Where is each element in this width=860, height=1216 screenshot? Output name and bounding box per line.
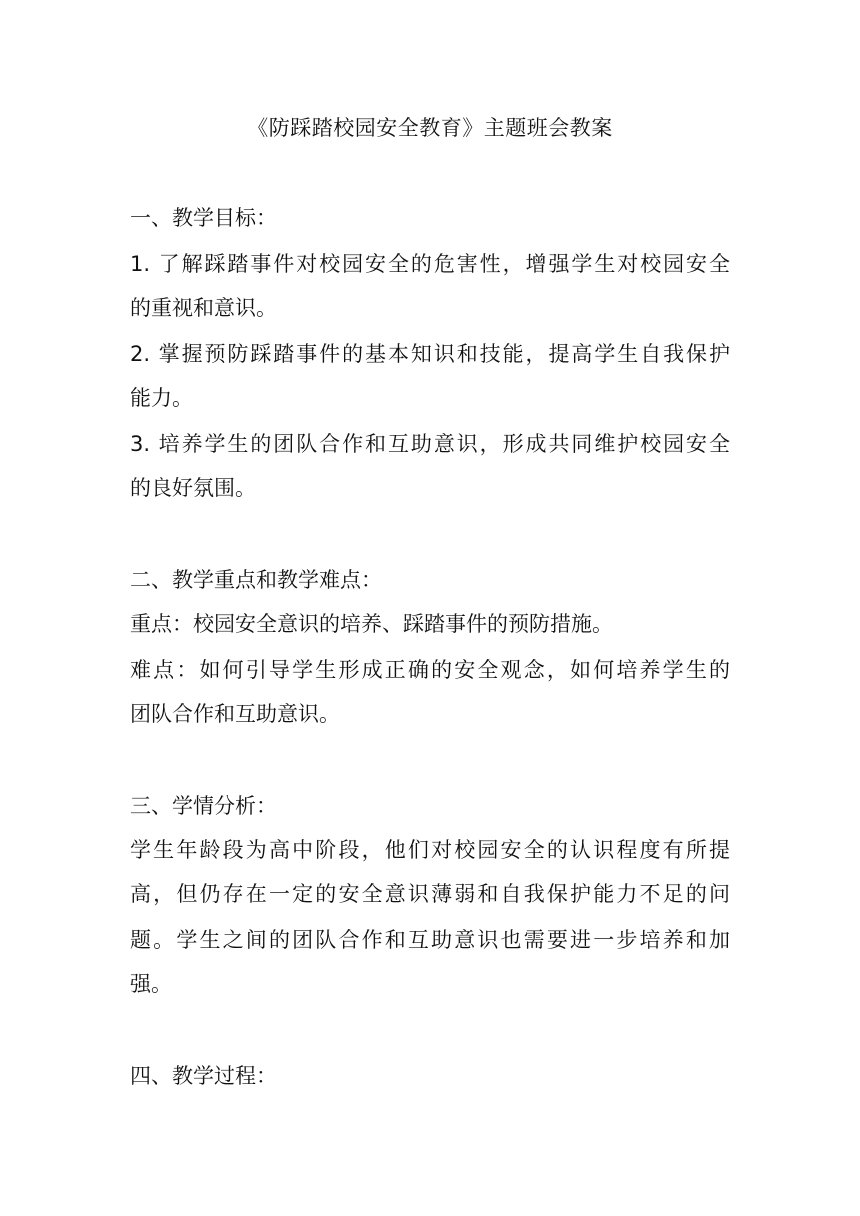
analysis-line-4: 强。 — [130, 972, 172, 996]
analysis-line-1: 学生年龄段为高中阶段，他们对校园安全的认识程度有所提 — [130, 838, 730, 862]
analysis-line-2: 高，但仍存在一定的安全意识薄弱和自我保护能力不足的问 — [130, 882, 730, 906]
section-heading-teaching-process: 四、教学过程： — [130, 1064, 277, 1088]
objective-2-line-2: 能力。 — [130, 386, 193, 410]
section-heading-key-points: 二、教学重点和教学难点： — [130, 568, 382, 592]
section-heading-student-analysis: 三、学情分析： — [130, 794, 277, 818]
key-point-text: 重点：校园安全意识的培养、踩踏事件的预防措施。 — [130, 612, 613, 636]
objective-1-line-1: 1. 了解踩踏事件对校园安全的危害性，增强学生对校园安全 — [130, 252, 730, 276]
difficulty-line-1: 难点：如何引导学生形成正确的安全观念，如何培养学生的 — [130, 658, 730, 682]
analysis-line-3: 题。学生之间的团队合作和互助意识也需要进一步培养和加 — [130, 928, 730, 952]
document-title: 《防踩踏校园安全教育》主题班会教案 — [247, 116, 613, 140]
difficulty-line-2: 团队合作和互助意识。 — [130, 702, 340, 726]
objective-3-line-1: 3. 培养学生的团队合作和互助意识，形成共同维护校园安全 — [130, 432, 730, 456]
objective-2-line-1: 2. 掌握预防踩踏事件的基本知识和技能，提高学生自我保护 — [130, 342, 730, 366]
objective-1-line-2: 的重视和意识。 — [130, 296, 277, 320]
objective-3-line-2: 的良好氛围。 — [130, 476, 256, 500]
section-heading-teaching-objectives: 一、教学目标： — [130, 206, 277, 230]
